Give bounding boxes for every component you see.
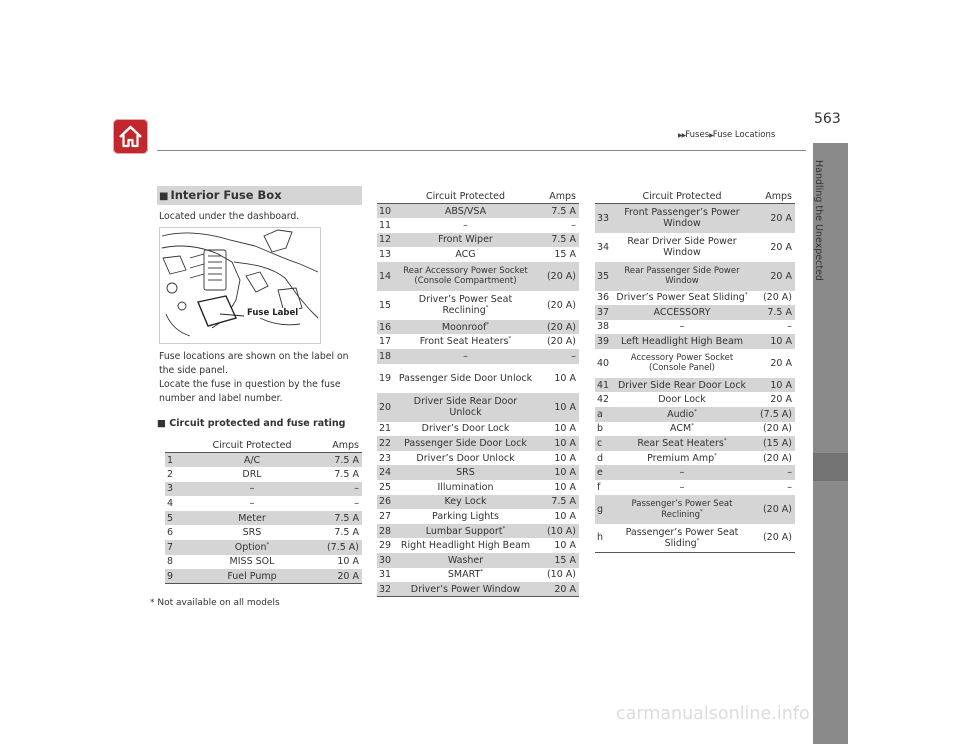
table-row (377, 422, 579, 437)
fuse-rating: – (354, 498, 359, 510)
table-row (377, 320, 579, 335)
fuse-number: c (595, 436, 613, 451)
fuse-rating: 10 A (554, 423, 576, 435)
table-row (165, 467, 362, 482)
fuse-number: 22 (377, 436, 395, 451)
fuse-table-2 (377, 189, 579, 597)
circuit-name: ACM* (670, 423, 694, 435)
column-header-amps: Amps (765, 190, 792, 202)
circuit-name: ABS/VSA (395, 204, 536, 219)
fuse-rating: 10 A (751, 378, 795, 393)
circuit-name: Driver’s Power Window (395, 582, 536, 597)
fuse-rating: 7.5 A (334, 468, 359, 480)
circuit-name: Option* (189, 540, 315, 555)
circuit-name: Driver’s Power Seat Sliding* (616, 292, 748, 304)
fuse-rating: 20 A (536, 582, 579, 597)
table-row (377, 334, 579, 349)
table-row (165, 453, 362, 468)
table-row (165, 525, 362, 540)
circuit-name: Driver Side Rear Door Lock (613, 378, 751, 393)
subsection-title: ■ Circuit protected and fuse rating (157, 418, 346, 429)
circuit-name: Passenger’s Power Seat Reclining* (613, 495, 751, 524)
fuse-rating: (20 A) (762, 292, 792, 304)
fuse-rating: 7.5 A (536, 233, 579, 248)
table-row (165, 482, 362, 497)
fuse-number: 30 (377, 553, 395, 568)
breadcrumb-item-fuse-locations[interactable]: Fuse Locations (712, 130, 776, 140)
fuse-number: g (595, 495, 613, 524)
footnote-marker: * (691, 423, 694, 430)
fuse-number: 37 (595, 305, 613, 320)
fuse-number: 41 (595, 378, 613, 393)
circuit-name: Driver’s Door Unlock (416, 452, 515, 464)
table-row (595, 451, 795, 466)
fuse-rating: 15 A (554, 249, 576, 261)
fuse-number: a (595, 407, 613, 422)
fuse-rating: (10 A) (536, 524, 579, 539)
table-row (377, 495, 579, 510)
circuit-name: Key Lock (395, 495, 536, 510)
circuit-name: ACG (455, 249, 476, 261)
breadcrumb-arrow-icon: ▶ (709, 132, 713, 139)
fuse-number: 28 (377, 524, 395, 539)
fuse-number: 26 (377, 495, 395, 510)
column-header-circuit: Circuit Protected (642, 190, 722, 202)
circuit-name: Lumbar Support* (395, 524, 536, 539)
fuse-number: 12 (377, 233, 395, 248)
fuse-number: 21 (379, 423, 392, 435)
fuse-rating: 20 A (770, 357, 792, 369)
fuse-number: 14 (377, 262, 395, 291)
fuse-rating: 10 A (554, 540, 576, 552)
circuit-name: Front Seat Heaters* (419, 336, 512, 348)
footnote-marker: * (486, 321, 490, 328)
table-row (377, 436, 579, 451)
fuse-rating: 10 A (337, 556, 359, 568)
table-row (377, 480, 579, 495)
fuse-rating: 7.5 A (315, 453, 362, 468)
table-row (595, 305, 795, 320)
square-bullet-icon: ■ (157, 418, 170, 429)
table-row (377, 582, 579, 597)
table-row (377, 233, 579, 248)
fuse-rating: 10 A (554, 372, 576, 384)
fuse-number: 20 (377, 393, 395, 422)
fuse-table-1 (165, 438, 362, 584)
footnote-marker: * (266, 541, 270, 548)
fuse-number: 38 (597, 321, 610, 333)
table-row (595, 291, 795, 306)
table-row (165, 555, 362, 570)
chapter-label: Handling the Unexpected (813, 160, 824, 281)
fuse-number: 24 (377, 465, 395, 480)
circuit-name: Driver’s Power Seat Reclining* (418, 294, 513, 317)
column-header-circuit: Circuit Protected (212, 439, 292, 451)
table-row (377, 247, 579, 262)
fuse-rating: 7.5 A (536, 495, 579, 510)
table-row (595, 233, 795, 262)
breadcrumb (678, 130, 775, 140)
fuse-rating: (20 A) (762, 423, 792, 435)
circuit-name: Driver’s Door Lock (421, 423, 510, 435)
fuse-rating: 10 A (554, 511, 576, 523)
fuse-rating: 15 A (536, 553, 579, 568)
circuit-name: Rear Passenger Side Power Window (613, 262, 751, 291)
fuse-number: 18 (377, 349, 395, 364)
circuit-name: ACCESSORY (613, 305, 751, 320)
circuit-name: Passenger’s Power Seat Sliding* (625, 526, 739, 549)
fuse-rating: 20 A (315, 569, 362, 584)
fuse-number: 27 (379, 511, 392, 523)
circuit-name: Audio* (613, 407, 751, 422)
footnote-marker: * (744, 292, 748, 299)
footnote: * Not available on all models (150, 598, 280, 608)
table-row (595, 407, 795, 422)
fuse-number: 33 (595, 204, 613, 233)
table-row (595, 524, 795, 553)
circuit-name: Passenger Side Door Lock (395, 436, 536, 451)
fuse-rating: 10 A (554, 452, 576, 464)
circuit-name: Meter (189, 511, 315, 526)
fuse-rating: (20 A) (762, 532, 792, 544)
circuit-name: Right Headlight High Beam (400, 540, 531, 552)
fuse-number: 25 (379, 481, 392, 493)
fuse-rating: 10 A (751, 334, 795, 349)
circuit-name: Front Wiper (395, 233, 536, 248)
fuse-rating: 20 A (770, 241, 792, 253)
footnote-marker: * (694, 408, 697, 415)
fuse-number: 29 (379, 540, 392, 552)
circuit-name: Door Lock (658, 394, 706, 406)
circuit-name: – (679, 321, 685, 333)
circuit-name: Premium Amp* (647, 452, 717, 464)
fuse-rating: – (536, 349, 579, 364)
circuit-name: Passenger Side Door Unlock (398, 372, 533, 384)
fuse-number: 36 (597, 292, 610, 304)
table-row (377, 262, 579, 291)
fuse-rating: 10 A (536, 465, 579, 480)
table-row (377, 553, 579, 568)
home-icon (113, 119, 148, 154)
circuit-name: Front Passenger’s Power Window (613, 204, 751, 233)
fuse-rating: 7.5 A (334, 527, 359, 539)
fuse-number: 6 (167, 527, 174, 539)
table-row (595, 262, 795, 291)
table-row (595, 204, 795, 233)
circuit-name: – (189, 482, 315, 497)
fuse-number: e (595, 465, 613, 480)
circuit-name: – (679, 481, 685, 493)
table-row (377, 568, 579, 583)
fuse-number: h (597, 532, 604, 544)
fuse-rating: 20 A (751, 262, 795, 291)
fuse-rating: (20 A) (536, 262, 579, 291)
table-row (595, 480, 795, 495)
circuit-name: Rear Seat Heaters* (613, 436, 751, 451)
column-header-circuit: Circuit Protected (425, 190, 506, 202)
description-text: Fuse locations are shown on the label on the side panel. Locate the fuse in question by the fuse number and label number. (159, 351, 349, 404)
fuse-rating: (20 A) (762, 452, 792, 464)
fuse-rating: 20 A (770, 394, 792, 406)
circuit-name: Left Headlight High Beam (613, 334, 751, 349)
fuse-number: 39 (595, 334, 613, 349)
footnote-marker: * (480, 569, 484, 576)
circuit-name: Moonroof* (395, 320, 536, 335)
table-row (595, 436, 795, 451)
fuse-rating: 7.5 A (751, 305, 795, 320)
table-row (377, 291, 579, 320)
fuse-number: 23 (379, 452, 392, 464)
table-row (595, 349, 795, 378)
watermark: carmanualsonline.info (616, 704, 810, 724)
circuit-name: MISS SOL (229, 556, 275, 568)
table-row (377, 349, 579, 364)
fuse-number: 4 (167, 498, 174, 510)
circuit-name: Accessory Power Socket (Console Panel) (630, 353, 734, 374)
table-row (377, 509, 579, 524)
fuse-rating: – (315, 482, 362, 497)
fuse-number: 2 (167, 468, 174, 480)
circuit-name: Rear Driver Side Power Window (627, 236, 737, 258)
fuse-rating: 10 A (554, 481, 576, 493)
fuse-box-illustration (159, 227, 321, 344)
fuse-rating: (7.5 A) (315, 540, 362, 555)
circuit-name: Illumination (437, 481, 494, 493)
fuse-number: 8 (167, 556, 174, 568)
fuse-rating: (15 A) (751, 436, 795, 451)
table-row (377, 524, 579, 539)
table-row (377, 364, 579, 393)
fuse-rating: – (787, 481, 792, 493)
fuse-number: 40 (597, 357, 610, 369)
fuse-number: 42 (597, 394, 610, 406)
fuse-number: 9 (165, 569, 189, 584)
table-row (595, 378, 795, 393)
fuse-number: d (597, 452, 604, 464)
footnote-marker: * (508, 336, 512, 343)
fuse-rating: (20 A) (536, 320, 579, 335)
fuse-number: b (597, 423, 604, 435)
fuse-number: 34 (597, 241, 610, 253)
circuit-name: SRS (395, 465, 536, 480)
fuse-rating: (20 A) (751, 495, 795, 524)
fuse-number: 10 (377, 204, 395, 219)
chapter-tab[interactable] (813, 453, 848, 481)
circuit-name: SRS (242, 527, 262, 539)
header-rule-end (796, 150, 806, 151)
table-row (377, 538, 579, 553)
page-number: 563 (814, 111, 841, 127)
fuse-rating: – (787, 321, 792, 333)
fuse-number: 11 (379, 219, 392, 231)
circuit-name: A/C (189, 453, 315, 468)
fuse-number: 32 (377, 582, 395, 597)
circuit-name: – (249, 498, 255, 510)
fuse-rating: 10 A (536, 393, 579, 422)
footnote-marker: * (696, 537, 700, 544)
square-bullet-icon: ■ (159, 191, 169, 202)
home-button[interactable] (113, 119, 148, 154)
fuse-number: 35 (595, 262, 613, 291)
section-title: ■ Interior Fuse Box (157, 186, 362, 205)
column-header-amps: Amps (332, 439, 359, 451)
table-row (595, 495, 795, 524)
fuse-rating: (20 A) (546, 336, 576, 348)
header-rule (157, 150, 796, 151)
table-row (595, 334, 795, 349)
fuse-rating: (10 A) (546, 569, 576, 581)
footnote-marker: * (502, 525, 506, 532)
fuse-label-callout: Fuse Label (247, 308, 299, 318)
circuit-name: Rear Accessory Power Socket (Console Compartment) (395, 262, 536, 291)
circuit-name: Parking Lights (432, 511, 499, 523)
circuit-name: SMART* (447, 569, 484, 581)
column-header-amps: Amps (549, 190, 576, 202)
fuse-rating: 10 A (536, 436, 579, 451)
fuse-rating: – (751, 465, 795, 480)
table-row (595, 320, 795, 335)
fuse-number: 1 (165, 453, 189, 468)
fuse-rating: – (571, 219, 576, 231)
fuse-number: f (597, 481, 601, 493)
location-text: Located under the dashboard. (159, 211, 300, 222)
breadcrumb-item-fuses[interactable]: Fuses (685, 130, 710, 140)
fuse-number: 17 (379, 336, 392, 348)
footnote-marker: * (714, 452, 717, 459)
fuse-number: 15 (379, 299, 392, 311)
fuse-rating: (7.5 A) (751, 407, 795, 422)
footnote-marker: * (699, 508, 703, 515)
fuse-rating: (20 A) (546, 299, 576, 311)
table-row (595, 465, 795, 480)
circuit-name: Driver Side Rear Door Unlock (395, 393, 536, 422)
table-row (377, 204, 579, 219)
table-row (165, 511, 362, 526)
table-row (595, 392, 795, 407)
circuit-name: Fuel Pump (189, 569, 315, 584)
table-row (377, 465, 579, 480)
table-row (165, 540, 362, 555)
table-row (595, 422, 795, 437)
fuse-rating: 7.5 A (315, 511, 362, 526)
footnote-marker: * (485, 305, 489, 312)
footnote-marker: * (723, 437, 727, 444)
fuse-number: 13 (379, 249, 392, 261)
circuit-name: – (395, 349, 536, 364)
fuse-number: 16 (377, 320, 395, 335)
fuse-rating: 7.5 A (536, 204, 579, 219)
fuse-table-3 (595, 189, 795, 553)
circuit-name: – (463, 219, 468, 231)
fuse-number: 19 (379, 372, 392, 384)
circuit-name: Washer (395, 553, 536, 568)
fuse-number: 31 (379, 569, 392, 581)
table-row (377, 451, 579, 466)
table-row (165, 496, 362, 511)
circuit-name: – (613, 465, 751, 480)
fuse-number: 5 (165, 511, 189, 526)
circuit-name: DRL (242, 468, 262, 480)
table-row (165, 569, 362, 584)
breadcrumb-arrow-icon: ▶▶ (678, 132, 686, 139)
fuse-number: 3 (165, 482, 189, 497)
fuse-number: 7 (165, 540, 189, 555)
table-row (377, 218, 579, 233)
fuse-rating: 20 A (751, 204, 795, 233)
table-row (377, 393, 579, 422)
